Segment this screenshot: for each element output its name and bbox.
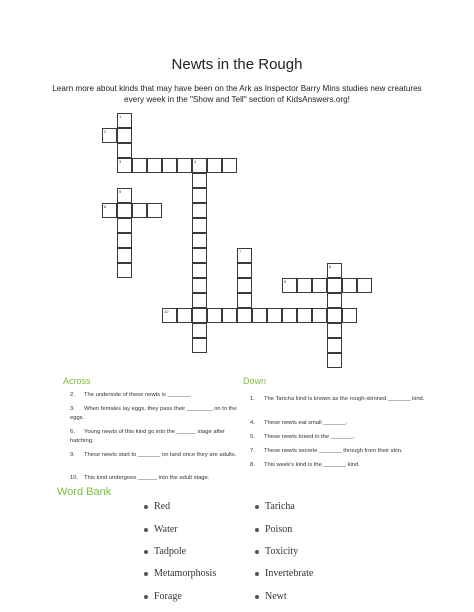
crossword-cell[interactable] bbox=[192, 188, 207, 203]
crossword-cell[interactable] bbox=[327, 323, 342, 338]
word-bank-item: Toxicity bbox=[265, 546, 298, 557]
crossword-cell[interactable] bbox=[342, 278, 357, 293]
crossword-cell[interactable] bbox=[237, 308, 252, 323]
clue-number: 9 bbox=[284, 279, 287, 284]
crossword-cell[interactable] bbox=[147, 158, 162, 173]
crossword-cell[interactable] bbox=[117, 143, 132, 158]
bullet-icon bbox=[144, 595, 148, 599]
crossword-cell[interactable] bbox=[237, 293, 252, 308]
crossword-cell[interactable] bbox=[117, 248, 132, 263]
across-clue-9: 9. These newts start to _______ on land once they are adults. bbox=[70, 452, 237, 458]
crossword-cell[interactable] bbox=[222, 158, 237, 173]
word-bank-title: Word Bank bbox=[57, 486, 112, 498]
crossword-cell[interactable] bbox=[192, 233, 207, 248]
crossword-cell[interactable] bbox=[117, 263, 132, 278]
bullet-icon bbox=[144, 528, 148, 532]
crossword-cell[interactable] bbox=[312, 278, 327, 293]
word-bank-item: Newt bbox=[265, 591, 287, 602]
crossword-cell[interactable] bbox=[327, 308, 342, 323]
crossword-cell[interactable] bbox=[117, 158, 132, 173]
down-clue-4: 4. These newts eat small _______. bbox=[250, 420, 348, 426]
crossword-cell[interactable] bbox=[207, 158, 222, 173]
bullet-icon bbox=[255, 550, 259, 554]
crossword-cell[interactable] bbox=[177, 308, 192, 323]
crossword-cell[interactable] bbox=[192, 323, 207, 338]
word-bank-item: Forage bbox=[154, 591, 182, 602]
intro-line-2: every week in the "Show and Tell" section of KidsAnswers.org! bbox=[124, 95, 350, 104]
across-clue-2: 2. The underside of these newts is _______. bbox=[70, 392, 192, 398]
clue-number: 4 bbox=[194, 159, 197, 164]
crossword-cell[interactable] bbox=[132, 203, 147, 218]
crossword-cell[interactable] bbox=[297, 278, 312, 293]
crossword-cell[interactable] bbox=[327, 353, 342, 368]
down-clue-7: 7. These newts secrete _______ through from their skin. bbox=[250, 448, 403, 454]
crossword-cell[interactable] bbox=[117, 128, 132, 143]
crossword-cell[interactable] bbox=[342, 308, 357, 323]
word-bank-item: Poison bbox=[265, 524, 292, 535]
crossword-cell[interactable] bbox=[192, 263, 207, 278]
crossword-cell[interactable] bbox=[132, 158, 147, 173]
crossword-cell[interactable] bbox=[327, 278, 342, 293]
crossword-cell[interactable] bbox=[192, 158, 207, 173]
crossword-cell[interactable] bbox=[192, 173, 207, 188]
crossword-cell[interactable] bbox=[327, 263, 342, 278]
crossword-cell[interactable] bbox=[252, 308, 267, 323]
crossword-cell[interactable] bbox=[237, 263, 252, 278]
crossword-cell[interactable] bbox=[192, 203, 207, 218]
word-bank-item: Water bbox=[154, 524, 178, 535]
crossword-cell[interactable] bbox=[312, 308, 327, 323]
clue-number: 1 bbox=[119, 114, 122, 119]
crossword-cell[interactable] bbox=[117, 188, 132, 203]
crossword-cell[interactable] bbox=[192, 308, 207, 323]
bullet-icon bbox=[255, 595, 259, 599]
crossword-cell[interactable] bbox=[162, 158, 177, 173]
crossword-cell[interactable] bbox=[357, 278, 372, 293]
clue-number: 10 bbox=[164, 309, 169, 314]
bullet-icon bbox=[255, 572, 259, 576]
crossword-cell[interactable] bbox=[117, 233, 132, 248]
page-title: Newts in the Rough bbox=[171, 56, 303, 73]
crossword-cell[interactable] bbox=[282, 278, 297, 293]
crossword-cell[interactable] bbox=[207, 308, 222, 323]
crossword-cell[interactable] bbox=[192, 278, 207, 293]
crossword-cell[interactable] bbox=[177, 158, 192, 173]
down-clue-1: 1. The Taricha kind is known as the rough-skinned _______ kind. bbox=[250, 396, 425, 402]
crossword-cell[interactable] bbox=[192, 293, 207, 308]
bullet-icon bbox=[255, 528, 259, 532]
bullet-icon bbox=[144, 550, 148, 554]
crossword-cell[interactable] bbox=[192, 338, 207, 353]
crossword-cell[interactable] bbox=[237, 248, 252, 263]
clue-number: 7 bbox=[239, 249, 242, 254]
intro-line-1: Learn more about kinds that may have been on the Ark as Inspector Barry Mins studies new creatures bbox=[52, 84, 422, 93]
crossword-cell[interactable] bbox=[297, 308, 312, 323]
bullet-icon bbox=[255, 505, 259, 509]
crossword-cell[interactable] bbox=[327, 338, 342, 353]
down-heading: Down bbox=[243, 376, 267, 386]
down-clue-8: 8. This week's kind is the _______ kind. bbox=[250, 462, 360, 468]
crossword-cell[interactable] bbox=[237, 278, 252, 293]
crossword-cell[interactable] bbox=[117, 203, 132, 218]
crossword-cell[interactable] bbox=[267, 308, 282, 323]
crossword-cell[interactable] bbox=[222, 308, 237, 323]
crossword-cell[interactable] bbox=[102, 203, 117, 218]
across-clue-10: 10. This kind undergoes ______ into the adult stage. bbox=[70, 475, 210, 481]
clue-number: 8 bbox=[329, 264, 332, 269]
word-bank-item: Invertebrate bbox=[265, 568, 313, 579]
across-heading: Across bbox=[63, 376, 91, 386]
crossword-cell[interactable] bbox=[102, 128, 117, 143]
crossword-cell[interactable] bbox=[117, 218, 132, 233]
clue-number: 5 bbox=[119, 189, 122, 194]
crossword-cell[interactable] bbox=[162, 308, 177, 323]
down-clue-5: 5. These newts breed in the _______. bbox=[250, 434, 355, 440]
bullet-icon bbox=[144, 572, 148, 576]
across-clue-3: 3. When females lay eggs, they pass their ________ on to the eggs. bbox=[70, 406, 237, 421]
clue-number: 2 bbox=[104, 129, 107, 134]
crossword-cell[interactable] bbox=[192, 248, 207, 263]
word-bank-item: Red bbox=[154, 501, 170, 512]
bullet-icon bbox=[144, 505, 148, 509]
clue-number: 3 bbox=[119, 159, 122, 164]
crossword-cell[interactable] bbox=[117, 113, 132, 128]
clue-number: 6 bbox=[104, 204, 107, 209]
word-bank-item: Tadpole bbox=[154, 546, 186, 557]
word-bank-item: Metamorphosis bbox=[154, 568, 216, 579]
crossword-cell[interactable] bbox=[327, 293, 342, 308]
word-bank-item: Taricha bbox=[265, 501, 295, 512]
across-clue-6: 6. Young newts of this kind go into the ______ stage after hatching. bbox=[70, 429, 225, 444]
crossword-cell[interactable] bbox=[192, 218, 207, 233]
crossword-cell[interactable] bbox=[147, 203, 162, 218]
crossword-cell[interactable] bbox=[282, 308, 297, 323]
